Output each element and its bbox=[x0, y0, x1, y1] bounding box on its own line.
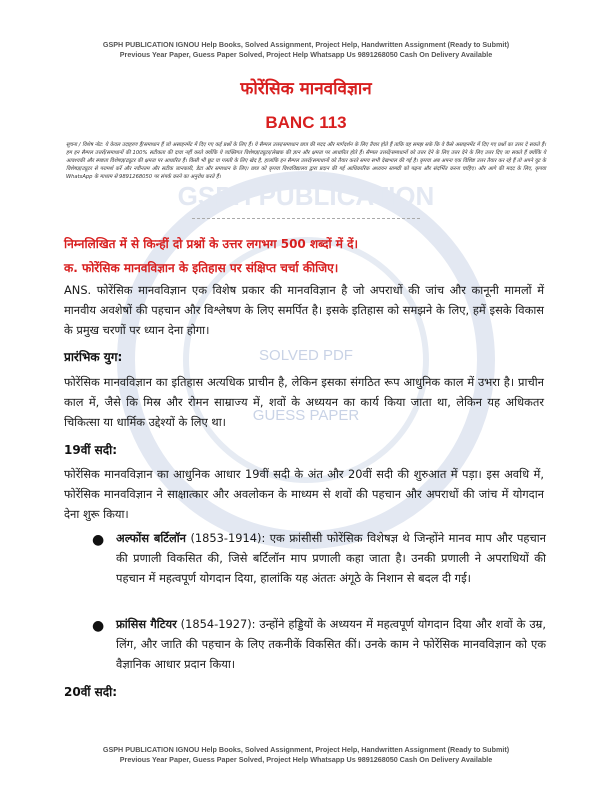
bullet-name: फ्रांसिस गैटियर bbox=[116, 617, 177, 631]
page-footer bbox=[0, 745, 612, 765]
disclaimer-notice: सूचना / विशेष नोट: ये केवल उदाहरण हैं/समाधान हैं जो असाइनमेंट में दिए गए कई प्रश्नों के लिए हैं। ये सैम्पल उत्तर/समाधान छात्र की मदद और मार्गदर्शन के लिए तैयार होते हैं ताकि वह समझ सके कि वे कैसे असाइनमेंट में दिए गए प्रश्नों का उत्तर दे सकते हैं। हम इन सैम्पल उत्तरों/समाधानों की 100% सटीकता की दावा नहीं करते क्योंकि ये व्यक्तिगत विशेषज्ञ/ट्यूटर/लेखक की ज्ञान और क्षमता पर आधारित होते हैं। सैम्पल उत्तरों/समाधानों को उत्तर देने के लिए उत्तर देने के लिए उत्तर दिए जा सकते हैं क्योंकि ये आवश्यकी और स्पष्टता विशेषज्ञ/ट्यूटर की क्षमता पर आधारित हैं। किसी भी छूट या गलती के लिए खेद है, हालांकि इन सैम्पल उत्तरों/समाधानों को तैयार करते समय सभी देखभाल की गई है। कृपया अब अपना एक विशिष्ट उत्तर तैयार कर रहे हैं तो अपने यूट के विशेषज्ञ/ट्यूटर से परामर्श करें और नवीनतम और सटीक जानकारी, डेटा और समाधान के लिए। छात्र को कृपया विश्वविद्यालय द्वारा प्रदान की गई आधिकारिक अध्ययन सामग्री को पढ़ना और संदर्भित करना चाहिए। और आगे की मदद के लिए, कृपया WhatsApp के माध्यम से 9891268050 पर संपर्क करने का अनुरोध करते हैं। bbox=[66, 142, 546, 181]
bullet-item-gautier bbox=[116, 614, 546, 674]
bullet-icon: ● bbox=[92, 532, 105, 548]
header-line-1: GSPH PUBLICATION IGNOU Help Books, Solved Assignment, Project Help, Handwritten Assignment (Ready to Submit) bbox=[102, 40, 510, 49]
question-instruction: निम्नलिखित में से किन्हीं दो प्रश्नों के उत्तर लगभग 500 शब्दों में दें। bbox=[64, 237, 359, 251]
question-heading: क. फोरेंसिक मानवविज्ञान के इतिहास पर संक्षिप्त चर्चा कीजिए। bbox=[64, 261, 339, 275]
bullet-text: उन्होंने हड्डियों के अध्ययन में महत्वपूर्ण योगदान दिया और शवों के उम्र, लिंग, और जाति की पहचान के लिए तकनीकें विकसित कीं। उनके काम ने फोरेंसिक मानवविज्ञान को एक वैज्ञानिक आधार प्रदान किया। bbox=[116, 617, 546, 671]
divider bbox=[192, 218, 420, 219]
document-title: फोरेंसिक मानवविज्ञान bbox=[240, 79, 372, 99]
course-code: BANC 113 bbox=[265, 113, 347, 132]
bullet-years: (1854-1927): bbox=[180, 617, 256, 631]
answer-intro: ANS. फोरेंसिक मानवविज्ञान एक विशेष प्रकार की मानवविज्ञान है जो अपराधों की जांच और कानूनी मामलों में मानवीय अवशेषों की पहचान और विश्लेषण के लिए समर्पित है। इसके इतिहास को समझने के लिए, हमें इसके विकास के प्रमुख चरणों पर ध्यान देना होगा। bbox=[64, 283, 544, 337]
watermark-arc-text: GSPH PUBLICATION bbox=[177, 181, 435, 211]
bullet-years: (1853-1914): bbox=[190, 531, 266, 545]
bullet-name: अल्फोंस बर्टिलॉन bbox=[116, 531, 187, 545]
section-heading-early-era: प्रारंभिक युग: bbox=[64, 350, 123, 364]
section-heading-20th-century: 20वीं सदी: bbox=[64, 685, 118, 699]
watermark-line2: GUESS PAPER bbox=[252, 407, 360, 424]
page-header bbox=[0, 40, 612, 60]
footer-line-1: GSPH PUBLICATION IGNOU Help Books, Solved Assignment, Project Help, Handwritten Assignment (Ready to Submit) bbox=[102, 745, 510, 754]
header-line-2: Previous Year Paper, Guess Paper Solved, Project Help Whatsapp Us 9891268050 Cash On Delivery Available bbox=[119, 50, 493, 59]
bullet-text: एक फ्रांसीसी फोरेंसिक विशेषज्ञ थे जिन्होंने मानव माप और पहचान की प्रणाली विकसित की, जिसे बर्टिलॉन माप प्रणाली कहा जाता है। उनकी प्रणाली ने अपराधियों की पहचान में महत्वपूर्ण योगदान दिया, हालांकि यह अंततः अंगूठे के निशान से बदल दी गई। bbox=[116, 531, 546, 585]
section-text-early-era: फोरेंसिक मानवविज्ञान का इतिहास अत्यधिक प्राचीन है, लेकिन इसका संगठित रूप आधुनिक काल में उभरा है। प्राचीन काल में, जैसे कि मिस्र और रोमन साम्राज्य में, शवों के अध्ययन का कार्य किया जाता था, लेकिन यह अधिकतर चिकित्सा या धार्मिक उद्देश्यों के लिए था। bbox=[64, 375, 544, 429]
footer-line-2: Previous Year Paper, Guess Paper Solved, Project Help Whatsapp Us 9891268050 Cash On Delivery Available bbox=[119, 755, 493, 764]
bullet-item-bertillon bbox=[116, 528, 546, 588]
section-text-19th-century: फोरेंसिक मानवविज्ञान का आधुनिक आधार 19वीं सदी के अंत और 20वीं सदी की शुरुआत में पड़ा। इस अवधि में, फोरेंसिक मानवविज्ञान ने साक्षात्कार और अवलोकन के माध्यम से शवों की पहचान और अपराधों की जांच में योगदान देना शुरू किया। bbox=[64, 467, 544, 521]
watermark-line1: SOLVED PDF bbox=[259, 347, 353, 364]
section-heading-19th-century: 19वीं सदी: bbox=[64, 443, 118, 457]
bullet-icon: ● bbox=[92, 618, 105, 634]
